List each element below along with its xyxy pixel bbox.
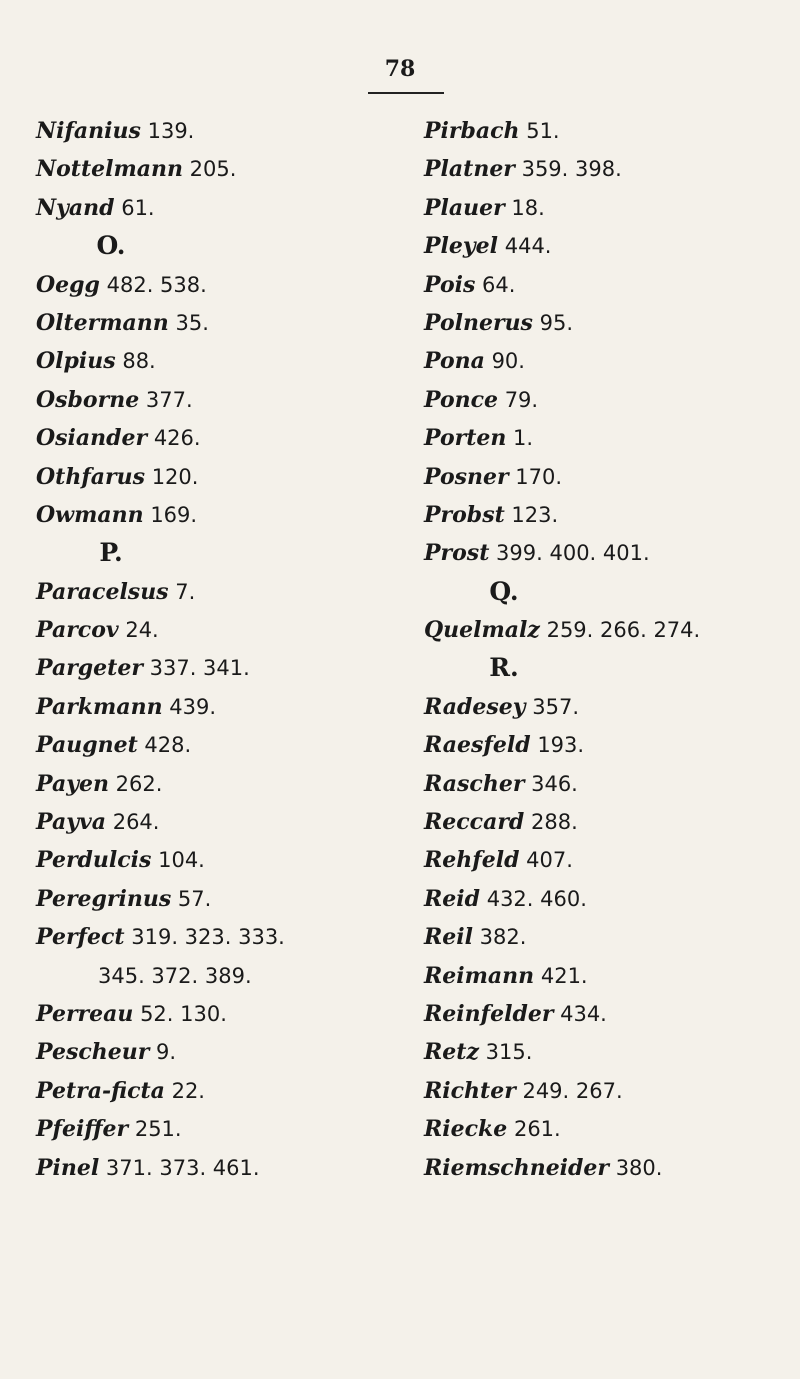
index-entry-continuation bbox=[36, 957, 376, 995]
entry-page-refs: 407. bbox=[519, 848, 573, 873]
index-entry bbox=[424, 381, 794, 419]
entry-page-refs: 428. bbox=[137, 733, 192, 758]
index-entry bbox=[36, 1149, 376, 1187]
entry-page-refs: 432. 460. bbox=[480, 886, 587, 911]
entry-name: Othfarus bbox=[36, 463, 146, 490]
entry-page-refs: 24. bbox=[118, 618, 159, 643]
entry-page-refs: 346. bbox=[524, 771, 578, 796]
entry-name: Pleyel bbox=[424, 233, 499, 260]
index-entry bbox=[424, 534, 794, 572]
entry-page-refs: 51. bbox=[519, 119, 560, 143]
entry-page-refs: 249. 267. bbox=[515, 1078, 623, 1103]
entry-name: Nyand bbox=[36, 194, 115, 221]
left-index-column bbox=[36, 112, 376, 1187]
index-entry bbox=[424, 841, 794, 879]
entry-name: Rehfeld bbox=[424, 847, 520, 874]
index-entry bbox=[424, 266, 794, 304]
entry-name: Platner bbox=[424, 156, 515, 183]
entry-page-refs: 35. bbox=[168, 310, 209, 335]
index-entry bbox=[36, 419, 376, 457]
index-entry bbox=[36, 573, 376, 611]
index-entry bbox=[36, 1110, 376, 1148]
entry-name: Perdulcis bbox=[36, 847, 152, 874]
entry-name: Owmann bbox=[36, 501, 144, 528]
index-entry bbox=[424, 1033, 794, 1071]
entry-page-refs: 319. 323. 333. bbox=[124, 925, 285, 950]
entry-page-refs: 251. bbox=[128, 1117, 182, 1142]
entry-page-refs: 120. bbox=[145, 464, 199, 489]
entry-page-refs: 205. bbox=[183, 157, 237, 182]
entry-page-refs: 64. bbox=[475, 272, 516, 297]
entry-name: Ponce bbox=[424, 386, 499, 413]
entry-page-refs: 1. bbox=[506, 426, 534, 451]
index-entry bbox=[424, 304, 794, 342]
index-entry bbox=[36, 458, 376, 496]
entry-page-refs: 262. bbox=[108, 771, 163, 796]
index-entry bbox=[424, 1110, 794, 1148]
entry-name: Oegg bbox=[36, 271, 100, 298]
index-entry bbox=[36, 726, 376, 764]
entry-page-refs: 123. bbox=[504, 502, 559, 527]
entry-page-refs: 315. bbox=[478, 1040, 533, 1065]
entry-name: Pargeter bbox=[36, 655, 143, 682]
section-letter: P. bbox=[99, 538, 123, 568]
index-entry bbox=[36, 841, 376, 879]
entry-name: Plauer bbox=[424, 194, 505, 221]
entry-page-refs: 61. bbox=[114, 195, 155, 220]
entry-page-refs: 90. bbox=[484, 349, 525, 374]
entry-page-refs: 170. bbox=[508, 464, 563, 489]
entry-page-refs: 104. bbox=[151, 848, 205, 873]
index-entry bbox=[36, 342, 376, 380]
entry-name: Richter bbox=[424, 1077, 516, 1104]
entry-name: Riemschneider bbox=[424, 1154, 610, 1181]
index-entry bbox=[424, 189, 794, 227]
entry-name: Retz bbox=[424, 1039, 479, 1066]
entry-page-refs: 264. bbox=[106, 810, 160, 835]
page-number: 78 bbox=[384, 56, 416, 82]
entry-page-refs: 261. bbox=[507, 1117, 561, 1142]
section-letter: Q. bbox=[489, 576, 519, 606]
entry-name: Quelmalz bbox=[424, 617, 540, 644]
entry-page-refs: 139. bbox=[140, 119, 195, 143]
entry-page-refs: 288. bbox=[524, 810, 578, 835]
entry-name: Payva bbox=[36, 809, 107, 836]
entry-page-refs: 444. bbox=[498, 234, 552, 259]
entry-page-refs: 357. bbox=[525, 694, 580, 719]
entry-page-refs: 359. 398. bbox=[514, 157, 622, 182]
entry-page-refs: 439. bbox=[162, 694, 217, 719]
entry-name: Peregrinus bbox=[36, 885, 172, 912]
index-entry bbox=[424, 1149, 794, 1187]
entry-page-refs: 169. bbox=[143, 502, 198, 527]
entry-name: Polnerus bbox=[424, 309, 533, 336]
entry-page-refs: 377. bbox=[139, 387, 193, 412]
entry-name: Perreau bbox=[36, 1000, 134, 1027]
index-entry bbox=[36, 765, 376, 803]
entry-page-refs: 337. 341. bbox=[142, 656, 250, 681]
index-entry bbox=[424, 688, 794, 726]
right-index-column bbox=[424, 112, 794, 1187]
entry-page-refs: 259. 266. 274. bbox=[539, 618, 701, 643]
entry-name: Olpius bbox=[36, 348, 116, 375]
entry-name: Reil bbox=[424, 924, 473, 951]
index-entry bbox=[36, 304, 376, 342]
index-entry bbox=[36, 381, 376, 419]
index-entry bbox=[424, 150, 794, 188]
entry-name: Pinel bbox=[36, 1154, 100, 1181]
entry-page-refs: 399. 400. 401. bbox=[489, 541, 650, 566]
index-entry bbox=[36, 688, 376, 726]
entry-name: Pfeiffer bbox=[36, 1116, 129, 1143]
header-rule bbox=[368, 92, 444, 94]
entry-name: Nifanius bbox=[36, 118, 141, 144]
index-entry bbox=[424, 1072, 794, 1110]
entry-page-refs: 22. bbox=[164, 1078, 205, 1103]
entry-name: Pois bbox=[424, 271, 476, 298]
entry-name: Riecke bbox=[424, 1116, 508, 1143]
entry-page-refs: 434. bbox=[553, 1001, 607, 1026]
index-entry bbox=[36, 1072, 376, 1110]
entry-page-refs: 380. bbox=[609, 1155, 663, 1180]
entry-page-refs: 95. bbox=[532, 310, 574, 335]
entry-page-refs: 193. bbox=[530, 733, 585, 758]
index-entry bbox=[424, 458, 794, 496]
entry-name: Oltermann bbox=[36, 309, 169, 336]
entry-name: Pona bbox=[424, 348, 485, 375]
entry-page-refs: 52. 130. bbox=[133, 1001, 227, 1026]
entry-page-refs: 382. bbox=[473, 925, 527, 950]
index-entry bbox=[424, 611, 794, 649]
entry-name: Parcov bbox=[36, 617, 119, 644]
index-entry bbox=[36, 880, 376, 918]
entry-name: Petra-ficta bbox=[36, 1077, 165, 1104]
entry-name: Pescheur bbox=[36, 1039, 150, 1066]
entry-page-refs: 482. 538. bbox=[99, 272, 207, 297]
index-entry bbox=[424, 227, 794, 265]
section-letter: O. bbox=[96, 231, 126, 261]
entry-name: Radesey bbox=[424, 693, 526, 720]
index-entry bbox=[36, 112, 376, 150]
entry-name: Osiander bbox=[36, 425, 148, 452]
entry-name: Paracelsus bbox=[36, 578, 169, 605]
entry-name: Paugnet bbox=[36, 732, 138, 759]
entry-name: Porten bbox=[424, 425, 507, 452]
index-entry bbox=[36, 995, 376, 1033]
index-entry bbox=[424, 726, 794, 764]
entry-page-refs: 88. bbox=[115, 349, 156, 374]
index-entry bbox=[36, 803, 376, 841]
index-entry bbox=[424, 765, 794, 803]
entry-name: Rascher bbox=[424, 770, 525, 797]
entry-page-refs: 426. bbox=[147, 426, 201, 451]
entry-name: Posner bbox=[424, 463, 509, 490]
index-entry bbox=[36, 918, 376, 956]
entry-page-refs: 79. bbox=[498, 387, 539, 412]
index-entry bbox=[36, 189, 376, 227]
entry-page-refs: 371. 373. 461. bbox=[99, 1155, 260, 1180]
index-entry bbox=[424, 880, 794, 918]
entry-name: Prost bbox=[424, 540, 490, 567]
entry-name: Reid bbox=[424, 885, 481, 912]
entry-page-refs: 421. bbox=[534, 963, 588, 988]
index-entry bbox=[36, 150, 376, 188]
entry-name: Probst bbox=[424, 501, 505, 528]
entry-page-refs: 18. bbox=[504, 195, 545, 220]
entry-name: Reimann bbox=[424, 962, 535, 989]
index-entry bbox=[424, 918, 794, 956]
entry-page-refs: 7. bbox=[168, 579, 196, 604]
entry-name: Perfect bbox=[36, 924, 125, 951]
section-letter: R. bbox=[489, 653, 519, 683]
entry-name: Osborne bbox=[36, 386, 140, 413]
index-entry bbox=[424, 342, 794, 380]
index-entry bbox=[36, 1033, 376, 1071]
index-entry bbox=[36, 611, 376, 649]
entry-name: Pirbach bbox=[424, 118, 520, 144]
entry-name: Parkmann bbox=[36, 693, 163, 720]
index-entry bbox=[36, 266, 376, 304]
index-entry bbox=[424, 112, 794, 150]
index-entry bbox=[36, 649, 376, 687]
entry-page-refs: 57. bbox=[171, 886, 212, 911]
index-entry bbox=[424, 995, 794, 1033]
index-entry bbox=[36, 496, 376, 534]
entry-page-refs: 345. 372. 389. bbox=[98, 963, 252, 988]
entry-name: Nottelmann bbox=[36, 156, 183, 183]
entry-name: Reinfelder bbox=[424, 1000, 554, 1027]
entry-name: Raesfeld bbox=[424, 732, 531, 759]
index-entry bbox=[424, 803, 794, 841]
index-entry bbox=[424, 496, 794, 534]
index-entry bbox=[424, 957, 794, 995]
entry-name: Reccard bbox=[424, 809, 525, 836]
index-entry bbox=[424, 419, 794, 457]
entry-page-refs: 9. bbox=[149, 1040, 177, 1065]
entry-name: Payen bbox=[36, 770, 109, 797]
